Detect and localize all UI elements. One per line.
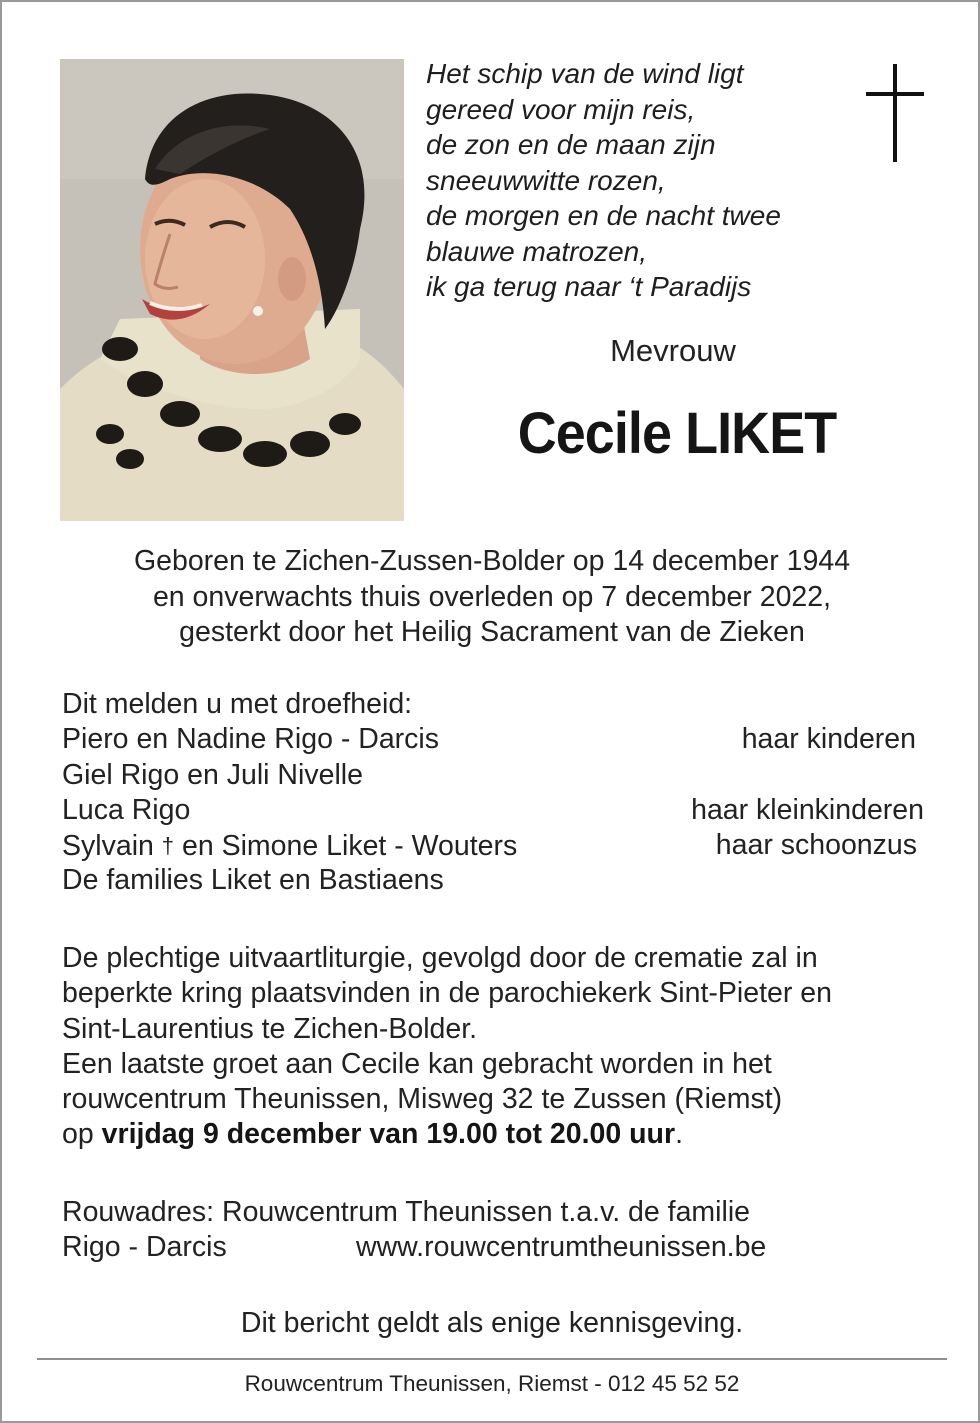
mourner-row xyxy=(62,722,924,757)
poem-line: sneeuwwitte rozen, xyxy=(426,164,666,196)
mourners-intro: Dit melden u met droefheid: xyxy=(62,688,413,720)
poem-line: de zon en de maan zijn xyxy=(426,129,716,160)
visitation-line xyxy=(62,1117,932,1152)
portrait-illustration xyxy=(60,59,404,521)
address-family: Rigo - Darcis xyxy=(62,1231,227,1264)
mourners-list xyxy=(62,687,924,899)
deceased-name: Cecile LIKET xyxy=(517,401,837,466)
mourner-name: Piero en Nadine Rigo - Darcis xyxy=(62,723,439,756)
footer-contact: Rouwcentrum Theunissen, Riemst - 012 45 52 52 xyxy=(244,1371,740,1396)
mourner-name: Luca Rigo xyxy=(62,793,191,826)
funeral-line: De plechtige uitvaartliturgie, gevolgd door de crematie zal in xyxy=(62,942,818,974)
dates-line: en onverwachts thuis overleden op 7 december 2022, xyxy=(152,580,832,613)
mourner-row xyxy=(62,828,924,863)
poem-line: ik ga terug naar ‘t Paradijs xyxy=(426,271,752,302)
birth-death-details xyxy=(42,544,942,651)
mourner-name: De families Liket en Bastiaens xyxy=(62,864,444,897)
mourning-address xyxy=(62,1195,932,1266)
divider xyxy=(37,1358,947,1360)
website-link[interactable]: www.rouwcentrumtheunissen.be xyxy=(356,1231,767,1264)
mourner-row xyxy=(62,793,924,828)
mourner-relation: haar kinderen xyxy=(741,723,916,756)
dates-line: gesterkt door het Heilig Sacrament van de Zieken xyxy=(179,616,805,648)
poem-line: blauwe matrozen, xyxy=(426,235,648,267)
address-line: Rouwadres: Rouwcentrum Theunissen t.a.v. de familie xyxy=(62,1196,751,1228)
funeral-line: rouwcentrum Theunissen, Misweg 32 te Zussen (Riemst) xyxy=(62,1083,783,1116)
poem-line: de morgen en de nacht twee xyxy=(426,200,781,231)
portrait-photo xyxy=(60,59,404,521)
funeral-line: Een laatste groet aan Cecile kan gebracht worden in het xyxy=(62,1047,772,1080)
mourner-relation: haar kleinkinderen xyxy=(691,793,924,826)
dagger-icon: † xyxy=(161,833,175,859)
mourner-row xyxy=(62,863,924,898)
poem-line: gereed voor mijn reis, xyxy=(426,93,696,125)
funeral-details xyxy=(62,941,932,1153)
mourner-row xyxy=(62,758,924,793)
address-row xyxy=(62,1230,932,1265)
salutation: Mevrouw xyxy=(610,333,736,368)
funeral-line: Sint-Laurentius te Zichen-Bolder. xyxy=(62,1012,478,1045)
mourner-relation: haar schoonzus xyxy=(715,829,917,862)
visitation-time: vrijdag 9 december van 19.00 tot 20.00 uur xyxy=(101,1118,676,1151)
mourner-name-after: en Simone Liket - Wouters xyxy=(181,830,518,863)
visitation-suffix: . xyxy=(675,1118,683,1151)
mourner-name xyxy=(62,830,517,862)
funeral-line: beperkte kring plaatsvinden in de parochiekerk Sint-Pieter en xyxy=(62,977,832,1010)
dates-line: Geboren te Zichen-Zussen-Bolder op 14 december 1944 xyxy=(133,545,851,577)
mourner-name-before: Sylvain xyxy=(62,830,154,863)
poem xyxy=(426,56,781,305)
mourner-name: Giel Rigo en Juli Nivelle xyxy=(62,758,363,791)
notice-text: Dit bericht geldt als enige kennisgeving. xyxy=(240,1307,744,1339)
cross-icon xyxy=(866,64,924,162)
visitation-prefix: op xyxy=(62,1118,94,1151)
poem-line: Het schip van de wind ligt xyxy=(426,58,744,89)
